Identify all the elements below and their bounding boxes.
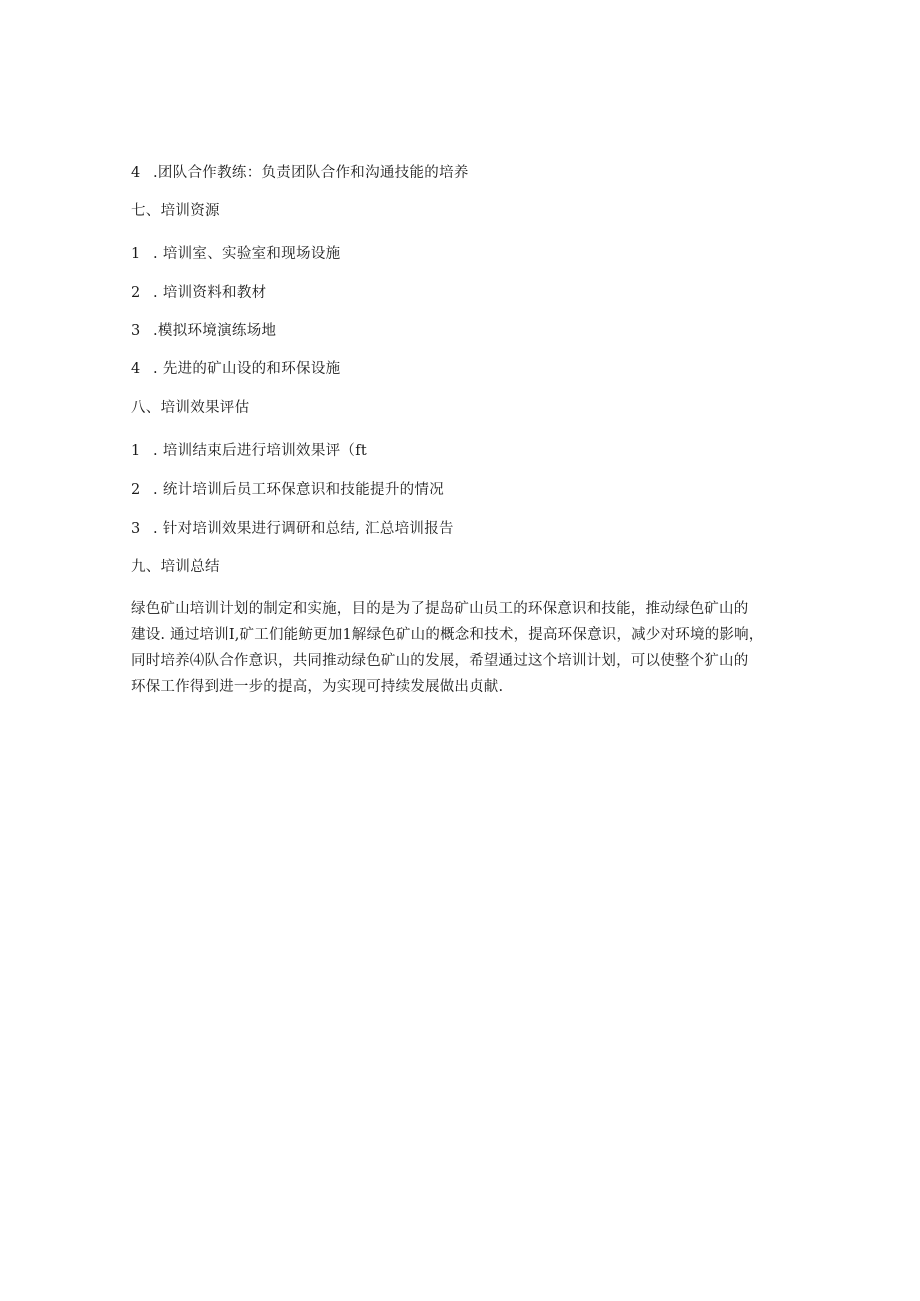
- list-item-text: . 培训结束后进行培训效果评（ft: [153, 443, 368, 459]
- list-item-text: . 培训室、实验室和现场设施: [153, 246, 341, 262]
- list-item-number: 3: [131, 323, 141, 339]
- section-heading-training-summary: 九、培训总结: [131, 559, 220, 575]
- list-item-team-coach: [131, 163, 469, 183]
- list-item: [131, 359, 340, 379]
- section-heading-training-evaluation: 八、培训效果评估: [131, 400, 250, 416]
- list-item: [131, 321, 276, 341]
- list-item-text: . 统计培训后员工环保意识和技能提升的情况: [153, 482, 445, 498]
- paragraph-line: 建设. 通过培训I,矿工们能鲂更加1解绿色矿山的概念和技术，提高环保意识，减少对环境的影响，: [131, 627, 764, 643]
- list-item-text: .团队合作教练：负责团队合作和沟通技能的培养: [153, 165, 469, 181]
- list-item-text: . 先进的矿山设的和环保设施: [153, 361, 341, 377]
- list-item-number: 3: [131, 521, 141, 537]
- list-item: [131, 480, 444, 500]
- list-item-text: . 培训资料和教材: [153, 285, 267, 301]
- section-heading-training-resources: 七、培训资源: [131, 203, 220, 219]
- list-item-number: 4: [131, 361, 141, 377]
- list-item: [131, 244, 340, 264]
- list-item: [131, 441, 367, 461]
- list-item-number: 4: [131, 165, 141, 181]
- list-item-number: 1: [131, 443, 141, 459]
- list-item-number: 2: [131, 482, 141, 498]
- list-item: [131, 519, 454, 539]
- paragraph-line: 同时培养⑷队合作意识，共同推动绿色矿山的发展，希望通过这个培训计划，可以使整个犷山的: [131, 653, 749, 669]
- list-item-text: . 针对培训效果进行调研和总结, 汇总培训报告: [153, 521, 454, 537]
- list-item-number: 1: [131, 246, 141, 262]
- paragraph-line: 环保工作得到进一步的提高，为实现可持续发展做出贞献.: [131, 679, 504, 695]
- summary-paragraph: [131, 596, 791, 700]
- list-item: [131, 283, 266, 303]
- list-item-number: 2: [131, 285, 141, 301]
- list-item-text: .模拟环境演练场地: [153, 323, 277, 339]
- paragraph-line: 绿色矿山培训计划的制定和实施，目的是为了提岛矿山员工的环保意识和技能，推动绿色矿山的: [131, 601, 749, 617]
